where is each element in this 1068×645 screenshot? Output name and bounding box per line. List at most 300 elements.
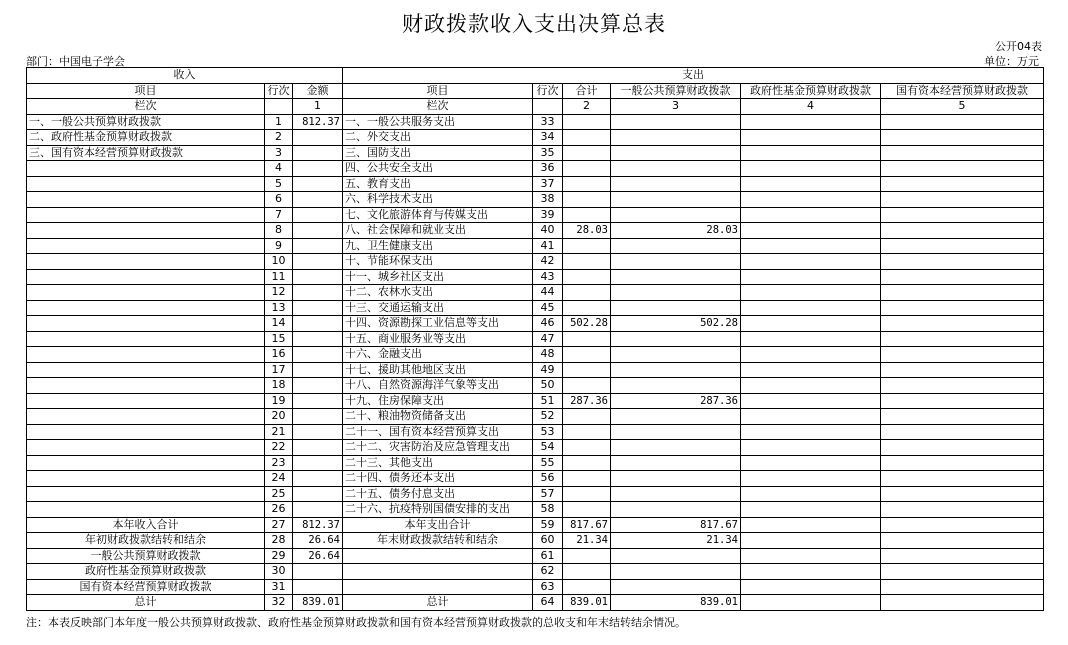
table-row — [27, 533, 1044, 549]
expense-state-capital-cell — [881, 564, 1044, 580]
expense-line-cell: 38 — [533, 192, 563, 208]
expense-gov-fund-cell — [741, 161, 881, 177]
income-line-cell: 27 — [265, 517, 293, 533]
income-line-cell: 20 — [265, 409, 293, 425]
income-amount-cell: 812.37 — [293, 114, 343, 130]
table-row — [27, 378, 1044, 394]
expense-line-cell: 63 — [533, 579, 563, 595]
expense-gov-fund-cell — [741, 564, 881, 580]
expense-gov-fund-cell — [741, 316, 881, 332]
expense-total-cell: 21.34 — [563, 533, 611, 549]
income-line-cell: 2 — [265, 130, 293, 146]
expense-line-cell: 52 — [533, 409, 563, 425]
expense-line-cell: 48 — [533, 347, 563, 363]
expense-total-cell — [563, 176, 611, 192]
expense-line-cell: 56 — [533, 471, 563, 487]
income-amount-cell — [293, 502, 343, 518]
income-item-cell: 二、政府性基金预算财政拨款 — [27, 130, 265, 146]
income-amount-cell — [293, 254, 343, 270]
income-amount-cell — [293, 347, 343, 363]
expense-total-cell — [563, 486, 611, 502]
expense-gov-fund-cell — [741, 269, 881, 285]
income-header: 收入 — [27, 68, 343, 84]
expense-item-cell — [343, 548, 533, 564]
table-row — [27, 486, 1044, 502]
expense-header: 支出 — [343, 68, 1044, 84]
income-amount-cell — [293, 269, 343, 285]
column-number-4: 4 — [741, 99, 881, 115]
income-amount-cell — [293, 285, 343, 301]
expense-item-cell: 十五、商业服务业等支出 — [343, 331, 533, 347]
column-number-2: 2 — [563, 99, 611, 115]
expense-total-cell — [563, 207, 611, 223]
expense-general-cell — [611, 130, 741, 146]
income-item-cell: 总计 — [27, 595, 265, 611]
expense-gov-fund-cell — [741, 424, 881, 440]
income-line-cell: 12 — [265, 285, 293, 301]
expense-item-cell: 一、一般公共服务支出 — [343, 114, 533, 130]
table-row — [27, 145, 1044, 161]
income-item-cell — [27, 486, 265, 502]
table-row — [27, 161, 1044, 177]
expense-line-cell: 43 — [533, 269, 563, 285]
income-line-cell: 1 — [265, 114, 293, 130]
expense-gov-fund-cell — [741, 114, 881, 130]
table-row — [27, 207, 1044, 223]
expense-gov-fund-cell — [741, 486, 881, 502]
expense-general-cell — [611, 285, 741, 301]
expense-general-cell — [611, 347, 741, 363]
income-item-cell — [27, 331, 265, 347]
expense-item-cell: 十三、交通运输支出 — [343, 300, 533, 316]
expense-line-cell: 59 — [533, 517, 563, 533]
expense-total-cell — [563, 424, 611, 440]
empty-cell — [265, 99, 293, 115]
income-line-cell: 11 — [265, 269, 293, 285]
income-line-cell: 16 — [265, 347, 293, 363]
expense-total-cell — [563, 455, 611, 471]
expense-state-capital-cell — [881, 471, 1044, 487]
income-line-header: 行次 — [265, 83, 293, 99]
expense-general-cell — [611, 579, 741, 595]
table-row — [27, 269, 1044, 285]
income-amount-cell — [293, 564, 343, 580]
income-item-cell — [27, 440, 265, 456]
income-amount-cell: 26.64 — [293, 533, 343, 549]
expense-line-cell: 49 — [533, 362, 563, 378]
expense-state-capital-cell — [881, 378, 1044, 394]
expense-line-cell: 41 — [533, 238, 563, 254]
expense-line-cell: 57 — [533, 486, 563, 502]
expense-line-cell: 60 — [533, 533, 563, 549]
expense-total-cell: 817.67 — [563, 517, 611, 533]
income-item-cell — [27, 176, 265, 192]
expense-total-cell — [563, 114, 611, 130]
expense-general-cell: 817.67 — [611, 517, 741, 533]
table-row — [27, 440, 1044, 456]
income-line-cell: 13 — [265, 300, 293, 316]
expense-total-cell: 28.03 — [563, 223, 611, 239]
expense-general-cell — [611, 455, 741, 471]
income-line-cell: 5 — [265, 176, 293, 192]
expense-gov-fund-cell — [741, 362, 881, 378]
expense-item-cell: 二十六、抗疫特别国债安排的支出 — [343, 502, 533, 518]
expense-state-capital-cell — [881, 316, 1044, 332]
expense-item-cell: 十六、金融支出 — [343, 347, 533, 363]
income-line-cell: 29 — [265, 548, 293, 564]
expense-item-cell: 四、公共安全支出 — [343, 161, 533, 177]
expense-general-cell: 839.01 — [611, 595, 741, 611]
table-row — [27, 393, 1044, 409]
expense-item-header: 项目 — [343, 83, 533, 99]
income-item-cell — [27, 207, 265, 223]
expense-general-cell — [611, 486, 741, 502]
income-item-cell: 国有资本经营预算财政拨款 — [27, 579, 265, 595]
expense-total-cell — [563, 548, 611, 564]
expense-line-cell: 35 — [533, 145, 563, 161]
table-row — [27, 409, 1044, 425]
income-line-cell: 21 — [265, 424, 293, 440]
expense-item-cell: 六、科学技术支出 — [343, 192, 533, 208]
expense-state-capital-cell — [881, 300, 1044, 316]
expense-line-cell: 64 — [533, 595, 563, 611]
table-row — [27, 502, 1044, 518]
expense-item-cell: 十九、住房保障支出 — [343, 393, 533, 409]
income-line-cell: 10 — [265, 254, 293, 270]
expense-total-cell — [563, 564, 611, 580]
expense-item-cell: 二十、粮油物资储备支出 — [343, 409, 533, 425]
department-label: 部门：中国电子学会 — [26, 55, 125, 68]
income-item-cell — [27, 409, 265, 425]
table-row — [27, 223, 1044, 239]
income-amount-cell — [293, 316, 343, 332]
header-row-columns — [27, 83, 1044, 99]
income-item-cell — [27, 362, 265, 378]
expense-general-header: 一般公共预算财政拨款 — [611, 83, 741, 99]
expense-general-cell — [611, 207, 741, 223]
income-amount-header: 金额 — [293, 83, 343, 99]
expense-state-capital-cell — [881, 595, 1044, 611]
expense-total-cell — [563, 192, 611, 208]
expense-general-cell — [611, 440, 741, 456]
expense-general-cell — [611, 424, 741, 440]
expense-state-capital-cell — [881, 223, 1044, 239]
budget-table — [26, 67, 1044, 611]
table-row — [27, 238, 1044, 254]
expense-total-cell — [563, 254, 611, 270]
footnote: 注：本表反映部门本年度一般公共预算财政拨款、政府性基金预算财政拨款和国有资本经营预算财政拨款的总收支和年末结转结余情况。 — [26, 616, 686, 629]
expense-general-cell — [611, 409, 741, 425]
table-row — [27, 285, 1044, 301]
expense-item-cell — [343, 579, 533, 595]
expense-state-capital-cell — [881, 114, 1044, 130]
expense-item-cell: 十一、城乡社区支出 — [343, 269, 533, 285]
expense-state-capital-cell — [881, 130, 1044, 146]
expense-general-cell: 287.36 — [611, 393, 741, 409]
table-row — [27, 331, 1044, 347]
expense-total-cell: 502.28 — [563, 316, 611, 332]
expense-item-cell: 年末财政拨款结转和结余 — [343, 533, 533, 549]
expense-gov-fund-cell — [741, 455, 881, 471]
expense-gov-fund-cell — [741, 533, 881, 549]
expense-state-capital-cell — [881, 548, 1044, 564]
income-item-cell — [27, 254, 265, 270]
expense-item-cell: 二十三、其他支出 — [343, 455, 533, 471]
expense-general-cell: 21.34 — [611, 533, 741, 549]
income-line-cell: 26 — [265, 502, 293, 518]
expense-general-cell — [611, 471, 741, 487]
column-number-1: 1 — [293, 99, 343, 115]
expense-line-cell: 39 — [533, 207, 563, 223]
expense-gov-fund-cell — [741, 238, 881, 254]
expense-item-cell: 七、文化旅游体育与传媒支出 — [343, 207, 533, 223]
expense-state-capital-cell — [881, 502, 1044, 518]
expense-item-cell: 十四、资源勘探工业信息等支出 — [343, 316, 533, 332]
income-amount-cell — [293, 455, 343, 471]
expense-item-cell: 八、社会保障和就业支出 — [343, 223, 533, 239]
expense-state-capital-cell — [881, 254, 1044, 270]
income-amount-cell: 812.37 — [293, 517, 343, 533]
expense-total-cell — [563, 130, 611, 146]
income-item-cell — [27, 347, 265, 363]
income-item-header: 项目 — [27, 83, 265, 99]
expense-total-cell — [563, 347, 611, 363]
expense-line-cell: 54 — [533, 440, 563, 456]
income-item-cell — [27, 424, 265, 440]
expense-gov-fund-cell — [741, 176, 881, 192]
table-row — [27, 316, 1044, 332]
expense-item-cell: 总计 — [343, 595, 533, 611]
income-amount-cell — [293, 471, 343, 487]
form-number: 公开04表 — [995, 40, 1042, 53]
expense-total-cell — [563, 579, 611, 595]
expense-gov-fund-cell — [741, 254, 881, 270]
expense-line-cell: 62 — [533, 564, 563, 580]
expense-item-cell: 二、外交支出 — [343, 130, 533, 146]
expense-gov-fund-cell — [741, 145, 881, 161]
income-amount-cell: 26.64 — [293, 548, 343, 564]
expense-total-cell — [563, 285, 611, 301]
income-amount-cell — [293, 130, 343, 146]
expense-line-cell: 61 — [533, 548, 563, 564]
income-amount-cell — [293, 486, 343, 502]
income-amount-cell — [293, 300, 343, 316]
expense-general-cell — [611, 192, 741, 208]
table-body — [27, 114, 1044, 517]
expense-line-cell: 50 — [533, 378, 563, 394]
expense-line-cell: 36 — [533, 161, 563, 177]
income-amount-cell — [293, 393, 343, 409]
expense-general-cell — [611, 300, 741, 316]
income-item-cell — [27, 223, 265, 239]
expense-general-cell — [611, 114, 741, 130]
expense-line-cell: 45 — [533, 300, 563, 316]
expense-state-capital-cell — [881, 409, 1044, 425]
expense-lanci-label: 栏次 — [343, 99, 533, 115]
expense-item-cell: 九、卫生健康支出 — [343, 238, 533, 254]
report-title: 财政拨款收入支出决算总表 — [402, 12, 666, 36]
income-item-cell — [27, 192, 265, 208]
header-row-column-numbers — [27, 99, 1044, 115]
expense-item-cell: 二十二、灾害防治及应急管理支出 — [343, 440, 533, 456]
income-amount-cell — [293, 331, 343, 347]
expense-total-cell — [563, 161, 611, 177]
expense-state-capital-cell — [881, 347, 1044, 363]
income-amount-cell — [293, 378, 343, 394]
income-lanci-label: 栏次 — [27, 99, 265, 115]
expense-line-cell: 47 — [533, 331, 563, 347]
income-amount-cell — [293, 145, 343, 161]
expense-state-capital-cell — [881, 145, 1044, 161]
expense-gov-fund-cell — [741, 595, 881, 611]
expense-state-capital-cell — [881, 424, 1044, 440]
expense-line-cell: 55 — [533, 455, 563, 471]
income-line-cell: 14 — [265, 316, 293, 332]
expense-item-cell: 三、国防支出 — [343, 145, 533, 161]
expense-state-capital-cell — [881, 269, 1044, 285]
expense-total-cell: 839.01 — [563, 595, 611, 611]
expense-general-cell — [611, 362, 741, 378]
expense-item-cell: 十八、自然资源海洋气象等支出 — [343, 378, 533, 394]
table-row — [27, 114, 1044, 130]
column-number-3: 3 — [611, 99, 741, 115]
expense-general-cell — [611, 331, 741, 347]
expense-gov-fund-cell — [741, 548, 881, 564]
income-item-cell — [27, 502, 265, 518]
table-row — [27, 548, 1044, 564]
expense-item-cell: 二十五、债务付息支出 — [343, 486, 533, 502]
income-item-cell: 政府性基金预算财政拨款 — [27, 564, 265, 580]
expense-state-capital-cell — [881, 285, 1044, 301]
expense-general-cell — [611, 161, 741, 177]
table-row — [27, 176, 1044, 192]
expense-general-cell — [611, 378, 741, 394]
expense-state-capital-cell — [881, 579, 1044, 595]
income-line-cell: 7 — [265, 207, 293, 223]
expense-state-capital-cell — [881, 331, 1044, 347]
income-item-cell — [27, 471, 265, 487]
table-summary — [27, 517, 1044, 610]
income-amount-cell — [293, 409, 343, 425]
income-line-cell: 4 — [265, 161, 293, 177]
expense-general-cell — [611, 502, 741, 518]
expense-total-cell — [563, 300, 611, 316]
expense-item-cell: 十、节能环保支出 — [343, 254, 533, 270]
header-row-section — [27, 68, 1044, 84]
expense-general-cell — [611, 176, 741, 192]
expense-gov-fund-cell — [741, 285, 881, 301]
expense-item-cell: 二十四、债务还本支出 — [343, 471, 533, 487]
income-amount-cell — [293, 362, 343, 378]
income-item-cell — [27, 285, 265, 301]
expense-item-cell — [343, 564, 533, 580]
expense-total-cell — [563, 409, 611, 425]
income-item-cell — [27, 378, 265, 394]
expense-total-cell — [563, 440, 611, 456]
expense-state-capital-cell — [881, 393, 1044, 409]
expense-general-cell — [611, 564, 741, 580]
expense-general-cell — [611, 238, 741, 254]
expense-gov-fund-cell — [741, 331, 881, 347]
expense-general-cell — [611, 254, 741, 270]
expense-gov-fund-cell — [741, 223, 881, 239]
income-line-cell: 3 — [265, 145, 293, 161]
expense-gov-fund-cell — [741, 502, 881, 518]
income-amount-cell — [293, 192, 343, 208]
expense-line-cell: 40 — [533, 223, 563, 239]
expense-gov-fund-cell — [741, 300, 881, 316]
column-number-5: 5 — [881, 99, 1044, 115]
table-row — [27, 192, 1044, 208]
table-row — [27, 347, 1044, 363]
expense-line-cell: 42 — [533, 254, 563, 270]
expense-state-capital-cell — [881, 440, 1044, 456]
expense-state-capital-header: 国有资本经营预算财政拨款 — [881, 83, 1044, 99]
expense-state-capital-cell — [881, 238, 1044, 254]
expense-total-cell — [563, 145, 611, 161]
expense-total-cell — [563, 471, 611, 487]
expense-general-cell: 502.28 — [611, 316, 741, 332]
income-line-cell: 32 — [265, 595, 293, 611]
income-amount-cell — [293, 207, 343, 223]
income-item-cell — [27, 161, 265, 177]
income-amount-cell — [293, 424, 343, 440]
expense-line-cell: 44 — [533, 285, 563, 301]
income-line-cell: 25 — [265, 486, 293, 502]
expense-gov-fund-cell — [741, 471, 881, 487]
expense-line-cell: 33 — [533, 114, 563, 130]
expense-state-capital-cell — [881, 533, 1044, 549]
expense-state-capital-cell — [881, 207, 1044, 223]
expense-total-cell — [563, 238, 611, 254]
expense-gov-fund-cell — [741, 207, 881, 223]
expense-state-capital-cell — [881, 192, 1044, 208]
expense-line-cell: 34 — [533, 130, 563, 146]
income-line-cell: 15 — [265, 331, 293, 347]
expense-item-cell: 十七、援助其他地区支出 — [343, 362, 533, 378]
income-line-cell: 8 — [265, 223, 293, 239]
empty-cell — [533, 99, 563, 115]
table-row — [27, 564, 1044, 580]
expense-state-capital-cell — [881, 486, 1044, 502]
table-row — [27, 471, 1044, 487]
unit-label: 单位：万元 — [984, 55, 1039, 68]
expense-general-cell: 28.03 — [611, 223, 741, 239]
table-row — [27, 362, 1044, 378]
income-line-cell: 31 — [265, 579, 293, 595]
expense-gov-fund-cell — [741, 440, 881, 456]
expense-state-capital-cell — [881, 161, 1044, 177]
income-item-cell — [27, 238, 265, 254]
income-line-cell: 18 — [265, 378, 293, 394]
expense-item-cell: 本年支出合计 — [343, 517, 533, 533]
income-item-cell: 三、国有资本经营预算财政拨款 — [27, 145, 265, 161]
table-row — [27, 424, 1044, 440]
expense-line-header: 行次 — [533, 83, 563, 99]
table-row — [27, 595, 1044, 611]
expense-state-capital-cell — [881, 517, 1044, 533]
income-amount-cell: 839.01 — [293, 595, 343, 611]
expense-gov-fund-cell — [741, 378, 881, 394]
expense-total-cell — [563, 269, 611, 285]
expense-line-cell: 46 — [533, 316, 563, 332]
expense-line-cell: 53 — [533, 424, 563, 440]
expense-item-cell: 五、教育支出 — [343, 176, 533, 192]
expense-gov-fund-cell — [741, 409, 881, 425]
expense-state-capital-cell — [881, 455, 1044, 471]
income-line-cell: 28 — [265, 533, 293, 549]
income-amount-cell — [293, 223, 343, 239]
